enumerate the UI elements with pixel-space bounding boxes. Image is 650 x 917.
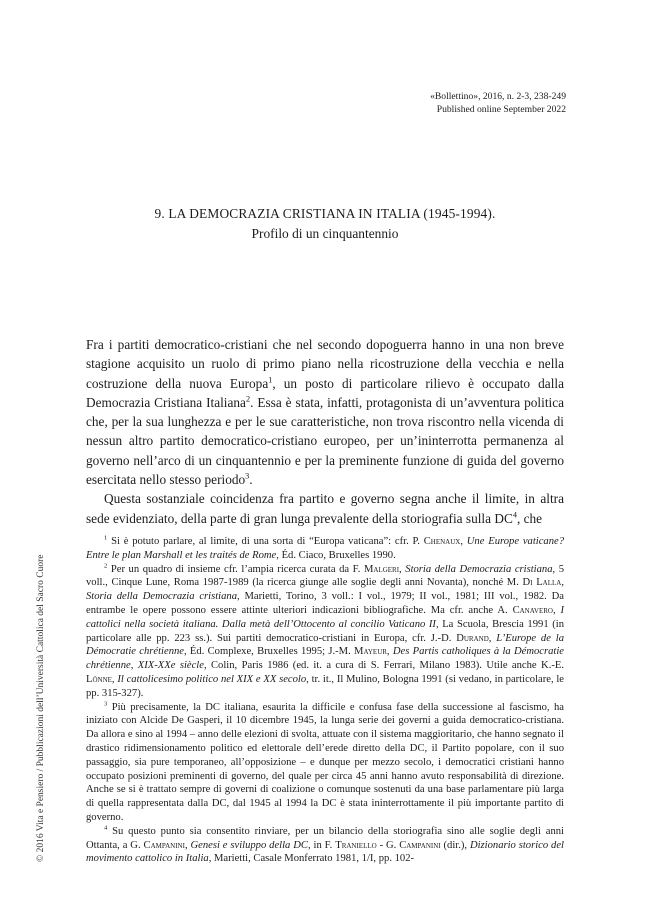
copyright-notice: © 2016 Vita e Pensiero / Pubblicazioni dell’Università Cattolica del Sacro Cuore	[36, 554, 46, 862]
text-run: ,	[460, 536, 467, 547]
text-run: , Marietti, Casale Monferrato 1981, 1/I, pp. 102-	[208, 853, 415, 865]
author-name: Lönne	[86, 673, 112, 685]
author-name: DC	[321, 798, 337, 810]
footnote-ref: 2	[104, 562, 108, 570]
footnote	[86, 701, 564, 825]
text-run: ,	[386, 646, 393, 658]
text-run: Più precisamente, la	[107, 701, 206, 713]
italic-title: I cattolici nella società italiana. Dalla metà dell’Ottocento al concilio Vaticano II	[86, 604, 564, 630]
text-run: . Essa è stata, infatti, protagonista di un’avventura politica che, per la sua lunghezza e per le sue caratteristiche, non trova riscontro nella vicenda di nessun altro partito democratico-cristiano europeo, per un’ininterrotta permanenza al governo nell’arco di un cinquantennio e per la preminente funzione di guida del governo esercitata nello stesso periodo	[86, 394, 565, 488]
author-name: DC	[211, 798, 227, 810]
text-run: , Éd. Ciaco, Bruxelles 1990.	[276, 549, 396, 561]
text-run: , Éd. Complexe, Bruxelles 1995; J.-M.	[184, 646, 355, 658]
author-name: Durand	[456, 632, 489, 644]
text-run: ,	[552, 604, 561, 616]
text-run: , 5 voll., Cinque Lune, Roma 1987-1989 (la ricerca giunge alle soglie degli anni Novanta), nonché M.	[86, 563, 565, 589]
author-name: Traniello	[335, 839, 377, 851]
italic-title: Dizionario storico del movimento cattolico in Italia	[86, 839, 564, 865]
footnote-ref: 1	[104, 534, 108, 542]
author-name: Malgeri	[363, 563, 400, 575]
italic-title: L’Europe de la Démocratie chrétienne	[86, 632, 565, 658]
author-name: DC	[205, 701, 220, 713]
author-name: DC	[409, 742, 425, 754]
journal-header	[430, 91, 566, 116]
text-run: , Marietti, Torino, 3 voll.: I vol., 1979; II vol., 1981; III vol., 1982. Da entrambe le opere possono essere attinte ulteriori indicazioni bibliografiche. Ma cfr. anche A.	[86, 591, 564, 616]
text-run: italiana, esaurita la difficile e confusa fase della successione al fascismo, ha iniziato con Alcide De Gasperi, il 10 dicembre 1945, la lunga serie dei governi a guida democratico-cristiana. Da allora e sino al 1994 – anno delle elezioni di svolta, attuate con il sistema maggioritario, che hanno segnato il drastico ridimensionamento politico ed elettorale dell’erede diretto della	[86, 701, 564, 754]
chapter-subtitle: Profilo di un cinquantennio	[251, 226, 399, 241]
text-run: Fra i partiti democratico-cristiani che nel secondo dopoguerra hanno in una non breve stagione acquisito un ruolo di primo piano nella ricostruzione della vecchia e nella costruzione della nuova Europa	[86, 337, 564, 391]
text-run: è stata ininterrottamente il più importante partito di governo.	[86, 798, 564, 823]
body-text	[86, 335, 564, 528]
body-paragraph	[86, 335, 564, 489]
footnote	[86, 825, 564, 866]
italic-title: Storia della Democrazia cristiana	[86, 591, 238, 603]
italic-title: Genesi e sviluppo della DC	[190, 839, 308, 851]
footnote-ref: 2	[245, 394, 251, 404]
chapter-heading	[0, 206, 650, 242]
journal-published-date: Published online September 2022	[436, 103, 566, 115]
text-run: ,	[561, 577, 564, 589]
author-name: Di Lalla	[522, 577, 562, 589]
text-run: .	[249, 472, 253, 488]
body-paragraph	[86, 489, 564, 528]
text-run: , il Partito popolare, con il suo passaggio, sia pure temporaneo, all’opposizione – e dunque per mezzo secolo, i democratici cristiani hanno occupato posizioni preminenti di governo, del quale per circa 45 anni hanno avuto responsabilità di direzione. Anche se si è trattato sempre di governi di coalizione o comunque sostenuti da una base parlamentare più larga di quella rappresentata dalla	[86, 742, 564, 810]
text-run: , tr. it., Il Mulino, Bologna 1991 (si vedano, in particolare, le pp. 315-327).	[86, 673, 565, 699]
text-run: ,	[111, 673, 118, 685]
text-run: , che	[516, 510, 543, 526]
text-run: , La Scuola, Brescia 1991 (in particolare alle pp. 223 ss.). Sui partiti democratico-cristiani in Europa, cfr. J.-D.	[86, 618, 564, 644]
italic-title: Une Europe vaticane? Entre le plan Marshall et les traités de Rome	[86, 536, 564, 561]
text-run: ,	[399, 563, 406, 575]
footnote-ref: 1	[268, 375, 273, 385]
italic-title: Storia della Democrazia cristiana	[405, 563, 553, 575]
text-run: ,	[488, 632, 497, 644]
text-run: Questa sostanziale coincidenza fra partito e governo segna anche il limite, in altra sede evidenziato, della parte di gran lunga prevalente della storiografia sulla	[86, 491, 564, 526]
italic-title: Il cattolicesimo politico nel XIX e XX secolo	[117, 673, 307, 685]
chapter-title: 9. LA DEMOCRAZIA CRISTIANA IN ITALIA (1945-1994).	[154, 206, 496, 221]
footnote-ref: 4	[104, 824, 108, 832]
text-run: - G.	[376, 839, 400, 851]
text-run: , un posto di particolare rilievo è occupato dalla Democrazia Cristiana Italiana	[86, 375, 564, 410]
text-run: Si è potuto parlare, al limite, di una sorta di “Europa vaticana”: cfr. P.	[107, 536, 424, 547]
italic-title: Des Partis catholiques à la Démocratie chrétienne, XIX-XXe siècle	[86, 646, 565, 672]
author-name: Campanini	[143, 839, 185, 851]
author-name: Campanini	[399, 839, 441, 851]
text-run: , in F.	[307, 839, 336, 851]
text-run: , dal 1945 al 1994 la	[226, 798, 322, 810]
author-name: Mayeur	[354, 646, 387, 658]
text-run: ,	[184, 839, 191, 851]
author-name: Chenaux	[423, 536, 461, 547]
text-run: Per un quadro di insieme cfr. l’ampia ricerca curata da F.	[107, 563, 364, 575]
footnotes	[86, 535, 564, 866]
footnote	[86, 563, 564, 701]
text-run: (dir.),	[440, 839, 470, 851]
text-run: Su questo punto sia consentito rinviare, per un bilancio della storiografia sino alle soglie degli anni Ottanta, a G.	[86, 825, 564, 851]
footnote	[86, 535, 564, 563]
author-name: Canavero	[512, 604, 553, 616]
footnote-ref: 3	[104, 700, 108, 708]
footnote-ref: 4	[512, 510, 517, 520]
text-run: , Colin, Paris 1986 (ed. it. a cura di S. Ferrari, Milano 1983). Utile anche K.-E.	[203, 660, 564, 672]
author-name: DC	[494, 510, 513, 526]
footnote-ref: 3	[245, 471, 250, 481]
journal-citation: «Bollettino», 2016, n. 2-3, 238-249	[430, 91, 566, 102]
